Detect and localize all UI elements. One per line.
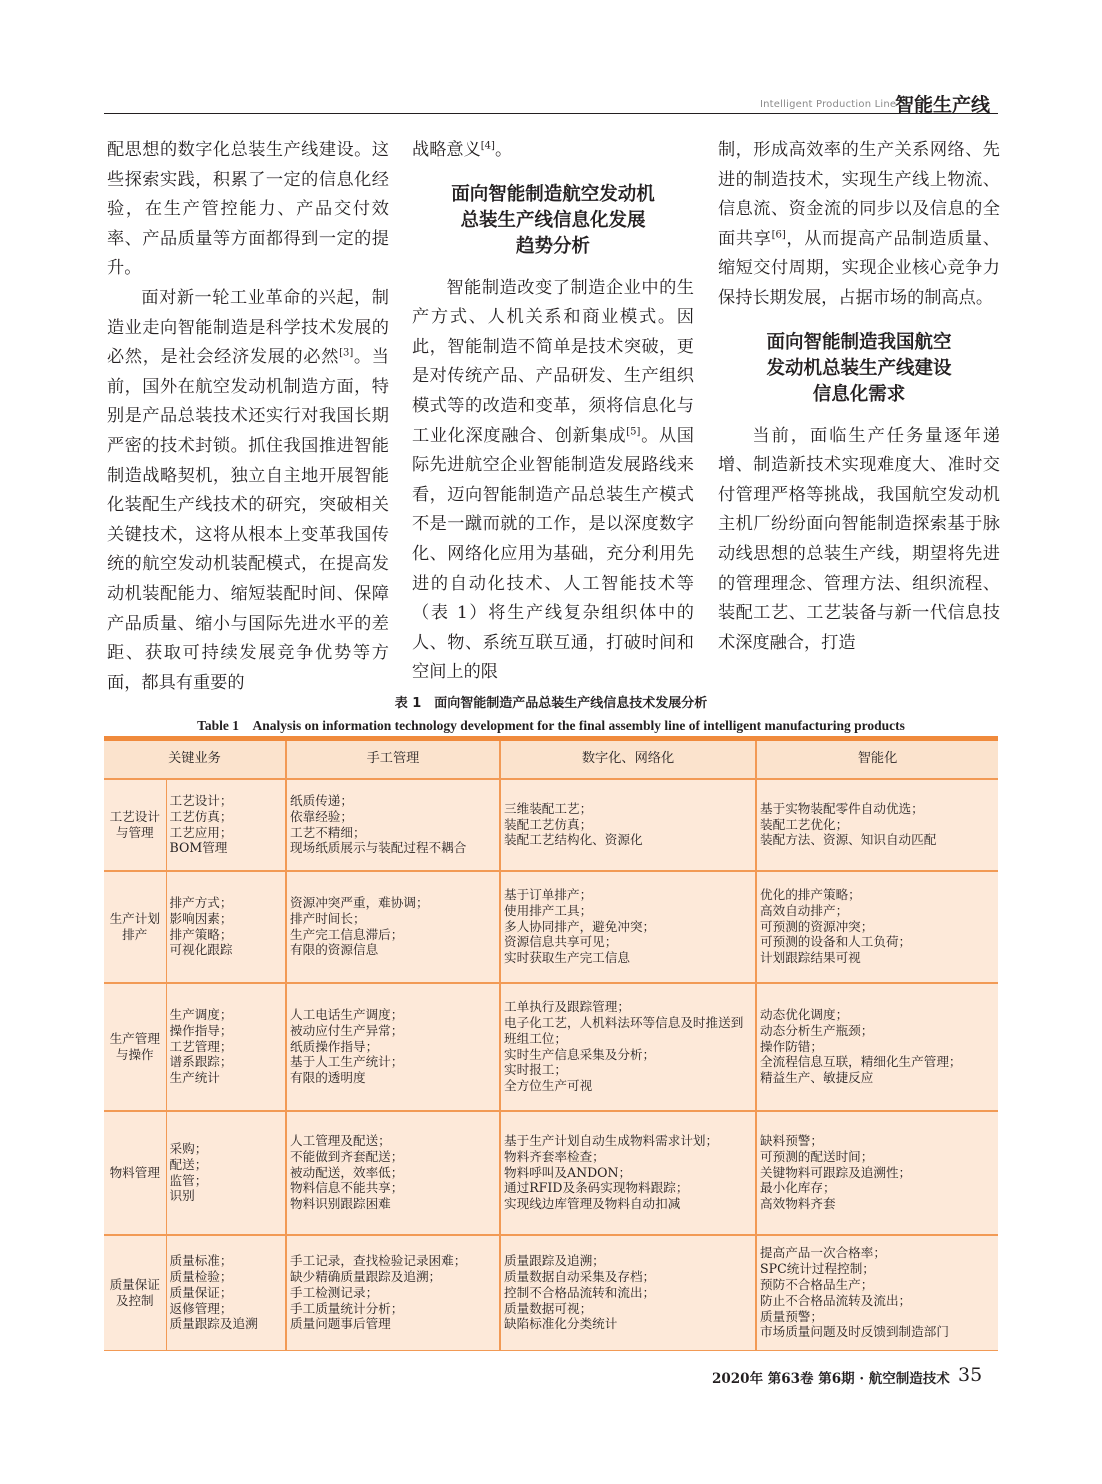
table-cell-category: 质量保证 及控制 — [104, 1235, 166, 1351]
table-cell: 生产调度； 操作指导； 工艺管理； 谱系跟踪； 生产统计 — [166, 983, 286, 1111]
table-cell: 排产方式； 影响因素； 排产策略； 可视化跟踪 — [166, 871, 286, 983]
citation: [6] — [771, 229, 786, 241]
table-row — [104, 779, 998, 871]
paragraph: 当前，面临生产任务量逐年递增、制造新技术实现难度大、准时交付管理严格等挑战，我国航空发动机主机厂纷纷面向智能制造探索基于脉动线思想的总装生产线，期望将先进的管理理念、管理方法、组织流程、装配工艺、工艺装备与新一代信息技术深度融合，打造 — [718, 425, 1000, 653]
table-row — [104, 1111, 998, 1235]
table-cell: 人工管理及配送； 不能做到齐套配送； 被动配送，效率低； 物料信息不能共享； 物料识别跟踪困难 — [286, 1111, 500, 1235]
table-row — [104, 871, 998, 983]
table-cell-category: 物料管理 — [104, 1111, 166, 1235]
table-cell: 人工电话生产调度； 被动应付生产异常； 纸质操作指导； 基于人工生产统计； 有限的透明度 — [286, 983, 500, 1111]
table-cell: 三维装配工艺； 装配工艺仿真； 装配工艺结构化、资源化 — [500, 779, 756, 871]
header-margin — [1004, 0, 1102, 118]
table-cell: 资源冲突严重，难协调； 排产时间长； 生产完工信息滞后； 有限的资源信息 — [286, 871, 500, 983]
table-cell: 基于生产计划自动生成物料需求计划； 物料齐套率检查； 物料呼叫及ANDON； 通过RFID及条码实现物料跟踪； 实现线边库管理及物料自动扣减 — [500, 1111, 756, 1235]
table-header: 手工管理 — [286, 739, 500, 779]
paragraph: 制，形成高效率的生产关系网络、先进的制造技术，实现生产线上物流、信息流、资金流的同步以及信息的全面共享[6]，从而提高产品制造质量、缩短交付周期，实现企业核心竞争力保持长期发展，占据市场的制高点。 — [718, 140, 1000, 308]
data-table — [104, 736, 998, 1351]
running-header-cn: 智能生产线 — [895, 94, 991, 116]
table-cell: 纸质传递； 依靠经验； 工艺不精细； 现场纸质展示与装配过程不耦合 — [286, 779, 500, 871]
table-cell: 提高产品一次合格率； SPC统计过程控制； 预防不合格品生产； 防止不合格品流转及流出； 质量预警； 市场质量问题及时反馈到制造部门 — [756, 1235, 998, 1351]
text-column-2 — [412, 136, 694, 688]
table-cell: 工艺设计； 工艺仿真； 工艺应用； BOM管理 — [166, 779, 286, 871]
citation: [5] — [626, 425, 641, 437]
table-cell: 基于实物装配零件自动优选； 装配工艺优化； 装配方法、资源、知识自动匹配 — [756, 779, 998, 871]
table-cell: 采购； 配送； 监管； 识别 — [166, 1111, 286, 1235]
header-rule — [104, 113, 998, 114]
journal-footer: 2020年 第63卷 第6期 · 航空制造技术 — [712, 1371, 950, 1387]
paragraph: 面对新一轮工业革命的兴起，制造业走向智能制造是科学技术发展的必然，是社会经济发展的必然[3]。当前，国外在航空发动机制造方面，特别是产品总装技术还实行对我国长期严密的技术封锁。抓住我国推进智能制造战略契机，独立自主地开展智能化装配生产线技术的研究，突破相关关键技术，这将从根本上变革我国传统的航空发动机装配模式，在提高发动机装配能力、缩短装配时间、保障产品质量、缩小与国际先进水平的差距、获取可持续发展竞争优势等方面，都具有重要的 — [107, 287, 389, 693]
table-caption-cn: 表 1 面向智能制造产品总装生产线信息技术发展分析 — [394, 696, 708, 711]
table-row — [104, 1235, 998, 1351]
text-column-3 — [718, 136, 1000, 658]
table-header: 关键业务 — [104, 739, 286, 779]
citation: [3] — [339, 347, 354, 359]
table-header: 智能化 — [756, 739, 998, 779]
table-cell: 质量标准； 质量检验； 质量保证； 返修管理； 质量跟踪及追溯 — [166, 1235, 286, 1351]
table-cell-category: 工艺设计 与管理 — [104, 779, 166, 871]
table-cell: 缺料预警； 可预测的配送时间； 关键物料可跟踪及追溯性； 最小化库存； 高效物料齐套 — [756, 1111, 998, 1235]
citation: [4] — [480, 140, 495, 152]
table-caption-en: Table 1 Analysis on information technology development for the final assembly line of intelligent manufacturing products — [197, 718, 905, 733]
paragraph: 智能制造改变了制造企业中的生产方式、人机关系和商业模式。因此，智能制造不简单是技术突破，更是对传统产品、产品研发、生产组织模式等的改造和变革，须将信息化与工业化深度融合、创新集成[5]。从国际先进航空企业智能制造发展路线来看，迈向智能制造产品总装生产模式不是一蹴而就的工作，是以深度数字化、网络化应用为基础，充分利用先进的自动化技术、人工智能技术等（表 1）将生产线复杂组织体中的人、物、系统互联互通，打破时间和空间上的限 — [412, 277, 694, 683]
table-row — [104, 983, 998, 1111]
table-cell: 手工记录，查找检验记录困难； 缺少精确质量跟踪及追溯； 手工检测记录； 手工质量统计分析； 质量问题事后管理 — [286, 1235, 500, 1351]
paragraph: 配思想的数字化总装生产线建设。这些探索实践，积累了一定的信息化经验，在生产管控能力、产品交付效率、产品质量等方面都得到一定的提升。 — [107, 140, 389, 279]
table-header-row — [104, 739, 998, 779]
paragraph: 战略意义[4]。 — [412, 140, 513, 160]
table-cell: 基于订单排产； 使用排产工具； 多人协同排产，避免冲突； 资源信息共享可见； 实时获取生产完工信息 — [500, 871, 756, 983]
section-title: 面向智能制造我国航空 发动机总装生产线建设 信息化需求 — [766, 331, 952, 405]
table-cell: 工单执行及跟踪管理； 电子化工艺，人机料法环等信息及时推送到班组工位； 实时生产信息采集及分析； 实时报工； 全方位生产可视 — [500, 983, 756, 1111]
page-number: 35 — [958, 1364, 983, 1386]
table-cell: 质量跟踪及追溯； 质量数据自动采集及存档； 控制不合格品流转和流出； 质量数据可视； 缺陷标准化分类统计 — [500, 1235, 756, 1351]
table-cell-category: 生产计划 排产 — [104, 871, 166, 983]
text-column-1 — [107, 136, 389, 698]
table-header: 数字化、网络化 — [500, 739, 756, 779]
table-cell-category: 生产管理 与操作 — [104, 983, 166, 1111]
table-cell: 优化的排产策略； 高效自动排产； 可预测的资源冲突； 可预测的设备和人工负荷； 计划跟踪结果可视 — [756, 871, 998, 983]
table-cell: 动态优化调度； 动态分析生产瓶颈； 操作防错； 全流程信息互联，精细化生产管理； 精益生产、敏捷反应 — [756, 983, 998, 1111]
section-title: 面向智能制造航空发动机 总装生产线信息化发展 趋势分析 — [451, 183, 655, 257]
running-header-en: Intelligent Production Line — [760, 99, 897, 110]
